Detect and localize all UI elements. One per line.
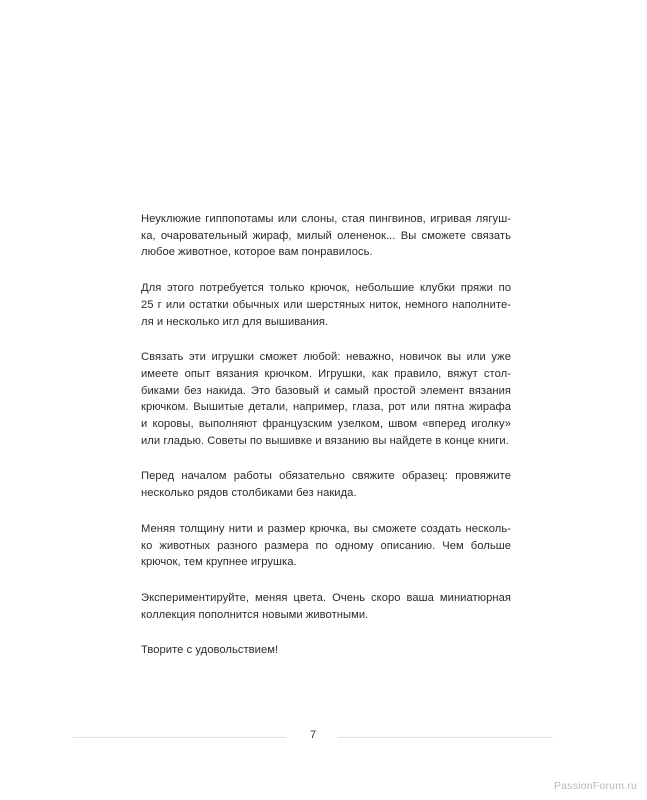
text-line: ко животных разного размера по одному описанию. Чем больше [141, 539, 511, 552]
text-line: крючок, тем крупнее игрушка. [141, 556, 297, 569]
text-line: Связать эти игрушки сможет любой: неважно, новичок вы или уже [141, 351, 511, 364]
text-line: Меняя толщину нити и размер крючка, вы сможете создать несколь- [141, 522, 511, 535]
text-line: и коровы, выполняют французским узелком, швом «вперед иголку» [141, 418, 511, 431]
text-line: любое животное, которое вам понравилось. [141, 246, 373, 259]
body-text [141, 211, 511, 678]
text-line: ля и несколько игл для вышивания. [141, 315, 329, 328]
page-number: 7 [309, 729, 317, 741]
paragraph [141, 521, 511, 571]
text-line: Перед началом работы обязательно свяжите образец: провяжите [141, 470, 511, 483]
page-footer [0, 728, 647, 748]
text-line: Экспериментируйте, меняя цвета. Очень скоро ваша миниатюрная [141, 591, 511, 604]
text-line: Творите с удовольствием! [141, 644, 279, 657]
text-line: 25 г или остатки обычных или шерстяных ниток, немного наполните- [141, 298, 511, 311]
paragraph [141, 642, 511, 659]
paragraph [141, 468, 511, 501]
text-line: или гладью. Советы по вышивке и вязанию вы найдете в конце книги. [141, 434, 509, 447]
footer-rule-left [73, 737, 286, 738]
paragraph [141, 280, 511, 330]
text-line: Для этого потребуется только крючок, небольшие клубки пряжи по [141, 282, 511, 295]
text-line: ка, очаровательный жираф, милый олененок... Вы сможете связать [141, 229, 511, 242]
text-line: несколько рядов столбиками без накида. [141, 487, 357, 500]
paragraph [141, 349, 511, 449]
text-line: крючком. Вышитые детали, например, глаза, рот или пятна жирафа [141, 401, 511, 414]
text-line: Неуклюжие гиппопотамы или слоны, стая пингвинов, игривая лягуш- [141, 213, 511, 225]
footer-rule-right [338, 737, 553, 738]
text-line: коллекция пополнится новыми животными. [141, 608, 369, 621]
watermark: PassionForum.ru [554, 780, 637, 792]
paragraph [141, 211, 511, 261]
text-line: имеете опыт вязания крючком. Игрушки, как правило, вяжут стол- [141, 367, 511, 380]
paragraph [141, 590, 511, 623]
text-line: биками без накида. Это базовый и самый простой элемент вязания [141, 384, 511, 397]
